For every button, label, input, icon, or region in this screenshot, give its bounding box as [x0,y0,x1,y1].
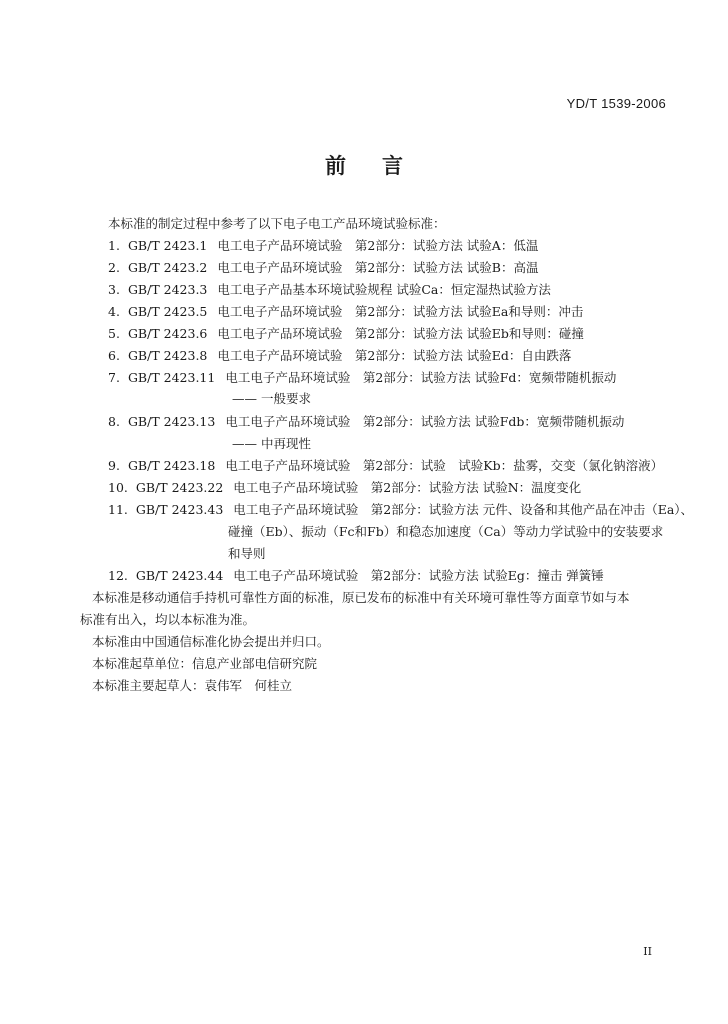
reference-number: 2. [108,260,120,275]
reference-item [108,260,539,276]
reference-code: GB/T 2423.11 [127,370,216,385]
reference-number: 11. [108,502,128,517]
reference-number: 3. [108,282,120,297]
reference-item [108,480,581,496]
reference-title: 电工电子产品环境试验 第2部分：试验方法 试验A：低温 [217,238,539,253]
reference-code: GB/T 2423.6 [127,326,208,341]
reference-code: GB/T 2423.44 [135,568,224,583]
reference-title: 电工电子产品环境试验 第2部分：试验方法 试验Ea和导则：冲击 [217,304,584,319]
reference-code: GB/T 2423.22 [135,480,224,495]
reference-item [108,326,584,342]
reference-title: 电工电子产品环境试验 第2部分：试验方法 试验B：高温 [217,260,539,275]
reference-number: 1. [108,238,120,253]
reference-code: GB/T 2423.8 [127,348,208,363]
reference-item [108,370,616,386]
reference-title: 电工电子产品环境试验 第2部分：试验 试验Kb：盐雾，交变（氯化钠溶液） [225,458,664,473]
reference-item [108,414,624,430]
reference-title: 电工电子产品环境试验 第2部分：试验方法 试验Eb和导则：碰撞 [217,326,584,341]
reference-number: 8. [108,414,120,429]
reference-item [108,238,538,254]
reference-continuation: —— 中再现性 [232,436,311,451]
page-title: 前言 [325,154,439,178]
paragraph-scope: 本标准是移动通信手持机可靠性方面的标准，原已发布的标准中有关环境可靠性等方面章节如与本 [92,590,630,605]
reference-number: 9. [108,458,120,473]
reference-number: 12. [108,568,128,583]
reference-code: GB/T 2423.1 [127,238,208,253]
reference-item [108,348,571,364]
reference-title: 电工电子产品环境试验 第2部分：试验方法 试验Fdb：宽频带随机振动 [225,414,625,429]
reference-title: 电工电子产品环境试验 第2部分：试验方法 试验Fd：宽频带随机振动 [225,370,617,385]
reference-title: 电工电子产品环境试验 第2部分：试验方法 试验Ed：自由跌落 [217,348,572,363]
reference-continuation: —— 一般要求 [232,391,311,406]
reference-number: 6. [108,348,120,363]
reference-code: GB/T 2423.5 [127,304,208,319]
reference-number: 4. [108,304,120,319]
reference-item [108,568,604,584]
reference-code: GB/T 2423.13 [127,414,216,429]
paragraph-drafting-unit: 本标准起草单位：信息产业部电信研究院 [92,656,318,671]
reference-title: 电工电子产品环境试验 第2部分：试验方法 试验Eg：撞击 弹簧锤 [233,568,604,583]
reference-item [108,304,583,320]
reference-code: GB/T 2423.3 [127,282,208,297]
reference-code: GB/T 2423.2 [127,260,208,275]
reference-item [108,282,551,298]
paragraph-drafters: 本标准主要起草人：袁伟军 何桂立 [92,678,293,693]
paragraph-proposer: 本标准由中国通信标准化协会提出并归口。 [92,634,330,649]
document-code: YD/T 1539-2006 [566,96,666,111]
reference-code: GB/T 2423.18 [127,458,216,473]
reference-title: 电工电子产品环境试验 第2部分：试验方法 试验N：温度变化 [233,480,582,495]
reference-number: 7. [108,370,120,385]
reference-item [108,502,693,518]
page-number: II [643,945,652,958]
paragraph-scope-cont: 标准有出入，均以本标准为准。 [80,612,256,627]
reference-code: GB/T 2423.43 [135,502,224,517]
reference-number: 5. [108,326,120,341]
reference-title: 电工电子产品环境试验 第2部分：试验方法 元件、设备和其他产品在冲击（Ea）、 [233,502,694,517]
intro-text: 本标准的制定过程中参考了以下电子电工产品环境试验标准： [108,216,446,231]
reference-number: 10. [108,480,128,495]
reference-continuation: 碰撞（Eb）、振动（Fc和Fb）和稳态加速度（Ca）等动力学试验中的安装要求 [228,524,664,539]
reference-title: 电工电子产品基本环境试验规程 试验Ca：恒定湿热试验方法 [217,282,551,297]
reference-item [108,458,663,474]
reference-continuation: 和导则 [228,546,266,561]
